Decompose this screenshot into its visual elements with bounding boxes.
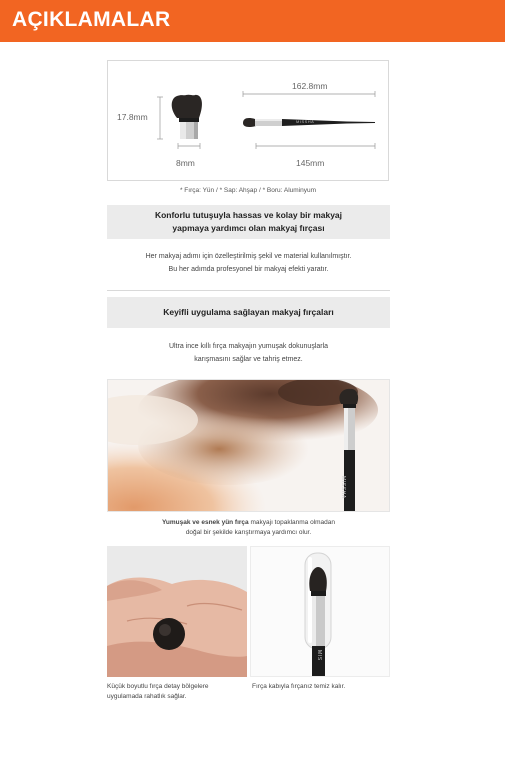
section2-text-line1: Ultra ince kıllı fırça makyajın yumuşak dokunuşlarla (168, 343, 329, 350)
section1-text-line1: Her makyaj adımı için özelleştirilmiş şekil ve material kullanılmıştır. (145, 253, 352, 260)
total-length-label: 162.8mm (292, 81, 328, 91)
brand-mark-photo3: MIS (316, 650, 322, 661)
brush-head-illustration (172, 95, 202, 139)
head-width-label: 8mm (176, 158, 195, 168)
section1-text-line2: Bu her adımda profesyonel bir makyaj efekti yaratır. (168, 266, 329, 273)
photo1-caption-rest: makyajı topaklanma olmadan (248, 519, 336, 526)
photo2-caption-line2: uygulamada rahatlık sağlar. (107, 693, 187, 700)
section1-title-line1: Konforlu tutuşuyla hassas ve kolay bir makyaj (154, 210, 343, 220)
brand-mark-photo1: MISSHA (340, 476, 346, 499)
height-label: 17.8mm (117, 112, 148, 122)
photo1-caption-line2: doğal bir şekilde karıştırmaya yardımcı olur. (185, 529, 312, 536)
photo3-caption: Fırça kabıyla fırçanız temiz kalır. (252, 683, 346, 690)
photo1-caption-bold: Yumuşak ve esnek yün fırça (161, 519, 249, 526)
section2-title: Keyifli uygulama sağlayan makyaj fırçaları (163, 307, 334, 317)
materials-text: * Fırça: Yün / * Sap: Ahşap / * Boru: Aluminyum (179, 187, 317, 194)
separator (107, 290, 390, 291)
handle-length-label: 145mm (296, 158, 325, 168)
photo2-caption-line1: Küçük boyutlu fırça detay bölgelere (107, 683, 209, 690)
eyeshadow-photo (107, 379, 390, 512)
page-title: AÇIKLAMALAR (12, 8, 171, 31)
photo1-caption-line1 (107, 518, 390, 528)
section2-text-line2: karışmasını sağlar ve tahriş etmez. (194, 356, 303, 363)
spec-diagram (107, 60, 389, 181)
hand-photo (107, 546, 247, 677)
brand-mark-small: MISSHA (296, 119, 315, 124)
section1-title-line2: yapmaya yardımcı olan makyaj fırçası (172, 223, 325, 233)
